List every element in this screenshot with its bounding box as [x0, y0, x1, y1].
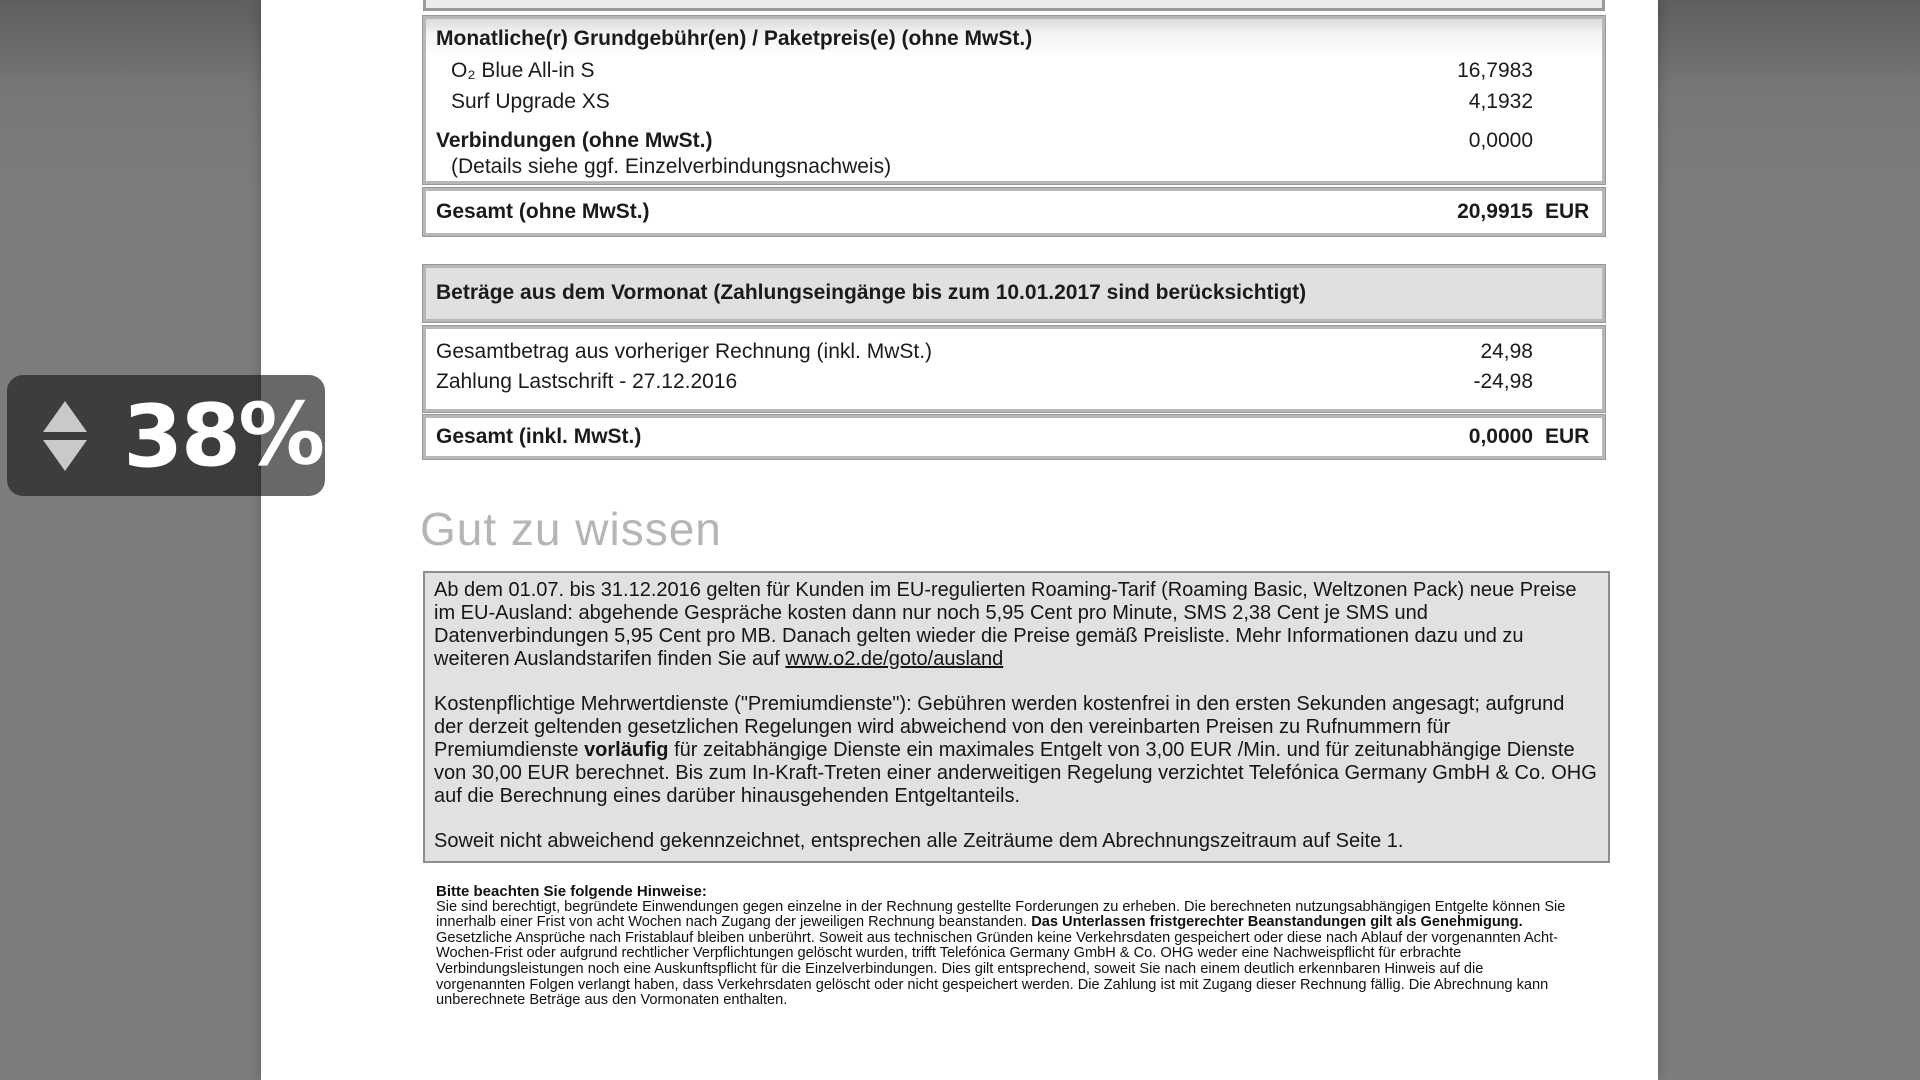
- currency-label: EUR: [1545, 200, 1590, 223]
- table-row: [426, 340, 1602, 364]
- legal-notes: [436, 884, 1576, 1009]
- fee-item-label: Surf Upgrade XS: [451, 90, 610, 113]
- total-label: Gesamt (ohne MwSt.): [436, 200, 650, 223]
- fee-item-value: 4,1932: [1468, 90, 1533, 113]
- fee-item-label: O₂ Blue All-in S: [451, 59, 595, 82]
- previous-item-label: Gesamtbetrag aus vorheriger Rechnung (inkl. MwSt.): [436, 340, 933, 363]
- table-row: [426, 90, 1602, 114]
- previous-month-header: Beträge aus dem Vormonat (Zahlungseingänge bis zum 10.01.2017 sind berücksichtigt): [436, 281, 1307, 304]
- roaming-paragraph: [434, 579, 1598, 671]
- previous-item-value: 24,98: [1480, 340, 1533, 363]
- zoom-level-value: 38%: [122, 383, 324, 488]
- legal-text-1: Sie sind berechtigt, begründete Einwendungen gegen einzelne in der Rechnung gestellte Forderungen zu erheben. Die berechneten nutzungsabhängigen Entgelte können Sie innerhalb einer Frist von acht Wochen nach Zugang der jeweiligen Rechnung beanstanden.: [436, 898, 1566, 931]
- previous-item-value: -24,98: [1473, 370, 1533, 393]
- connections-note-row: [426, 155, 1602, 179]
- total-row: [426, 418, 1602, 456]
- up-down-arrow-icon[interactable]: [43, 401, 87, 471]
- document-page: [261, 0, 1658, 1080]
- monthly-fees-header-row: [426, 27, 1602, 51]
- legal-notes-heading: Bitte beachten Sie folgende Hinweise:: [436, 883, 707, 900]
- premium-text-1: Kostenpflichtige Mehrwertdienste ("Premiumdienste"): Gebühren werden kostenfrei in den ersten Sekunden angesagt; aufgrund der derzeit geltenden gesetzlichen Regelungen wird abweichend von den vereinbarten Preisen zu Rufnummern für Premiumdienste: [434, 693, 1565, 761]
- total-label: Gesamt (inkl. MwSt.): [436, 425, 642, 448]
- previous-item-label: Zahlung Lastschrift - 27.12.2016: [436, 370, 738, 393]
- legal-text-2: Gesetzliche Ansprüche nach Fristablauf bleiben unberührt. Soweit aus technischen Gründen keine Verkehrsdaten gespeichert oder diese nach Ablauf der vorgenannten Acht-Wochen-Frist oder aufgrund rechtlicher Verpflichtungen gelöscht wurden, trifft Telefónica Germany GmbH & Co. OHG weder eine Nachweispflicht für erbrachte Verbindungsleistungen noch eine Auskunftspflicht für die Einzelverbindungen. Dies gilt entsprechend, soweit Sie nach einem deutlich erkennbaren Hinweis auf die vorgenannten Folgen verlangt haben, dass Verkehrsdaten gelöscht oder nicht gespeichert werden. Die Zahlung ist mit Zugang dieser Rechnung fällig. Die Abrechnung kann unberechnete Beträge aus den Vormonaten enthalten.: [436, 929, 1558, 1009]
- connections-value: 0,0000: [1468, 129, 1533, 152]
- good-to-know-box: [423, 571, 1610, 863]
- premium-bold-word: vorläufig: [584, 739, 669, 761]
- table-row: [426, 370, 1602, 394]
- zoom-level-overlay[interactable]: [7, 375, 325, 496]
- monthly-fees-header: Monatliche(r) Grundgebühr(en) / Paketpreis(e) (ohne MwSt.): [436, 27, 1033, 50]
- total-value: 0,0000: [1468, 425, 1533, 448]
- total-row: [426, 191, 1602, 233]
- billing-period-paragraph: Soweit nicht abweichend gekennzeichnet, entsprechen alle Zeiträume dem Abrechnungszeitraum auf Seite 1.: [434, 830, 1404, 852]
- good-to-know-heading: Gut zu wissen: [420, 503, 722, 555]
- fee-item-value: 16,7983: [1457, 59, 1533, 82]
- monthly-fees-table: [423, 16, 1605, 184]
- previous-month-table: [423, 326, 1605, 412]
- legal-notes-body: [436, 900, 1576, 1009]
- legal-bold-sentence: Das Unterlassen fristgerechter Beanstandungen gilt als Genehmigung.: [1031, 914, 1523, 931]
- premium-services-paragraph: [434, 693, 1598, 808]
- previous-month-header-box: [423, 265, 1605, 322]
- roaming-text: Ab dem 01.07. bis 31.12.2016 gelten für Kunden im EU-regulierten Roaming-Tarif (Roaming Basic, Weltzonen Pack) neue Preise im EU-Ausland: abgehende Gespräche kosten dann nur noch 5,95 Cent pro Minute, SMS 2,38 Cent je SMS und Datenverbindungen 5,95 Cent pro MB. Danach gelten wieder die Preise gemäß Preisliste. Mehr Informationen dazu und zu weiteren Auslandstarifen finden Sie auf: [434, 579, 1577, 670]
- total-excl-vat-box: [423, 188, 1605, 236]
- total-value: 20,9915: [1457, 200, 1533, 223]
- table-row: [426, 59, 1602, 83]
- total-incl-vat-box: [423, 415, 1605, 459]
- down-arrow-icon: [43, 440, 87, 471]
- premium-text-2: für zeitabhängige Dienste ein maximales Entgelt von 3,00 EUR /Min. und für zeitunabhängige Dienste von 30,00 EUR berechnet. Bis zum In-Kraft-Treten einer anderweitigen Regelung verzichtet Telefónica Germany GmbH & Co. OHG auf die Berechnung eines darüber hinausgehenden Entgeltanteils.: [434, 739, 1597, 807]
- connections-note: (Details siehe ggf. Einzelverbindungsnachweis): [451, 155, 892, 178]
- connections-label: Verbindungen (ohne MwSt.): [436, 129, 713, 152]
- ausland-link[interactable]: www.o2.de/goto/ausland: [785, 648, 1004, 670]
- up-arrow-icon: [43, 401, 87, 432]
- connections-row: [426, 129, 1602, 153]
- previous-table-bottom-edge: [423, 0, 1605, 11]
- currency-label: EUR: [1545, 425, 1590, 448]
